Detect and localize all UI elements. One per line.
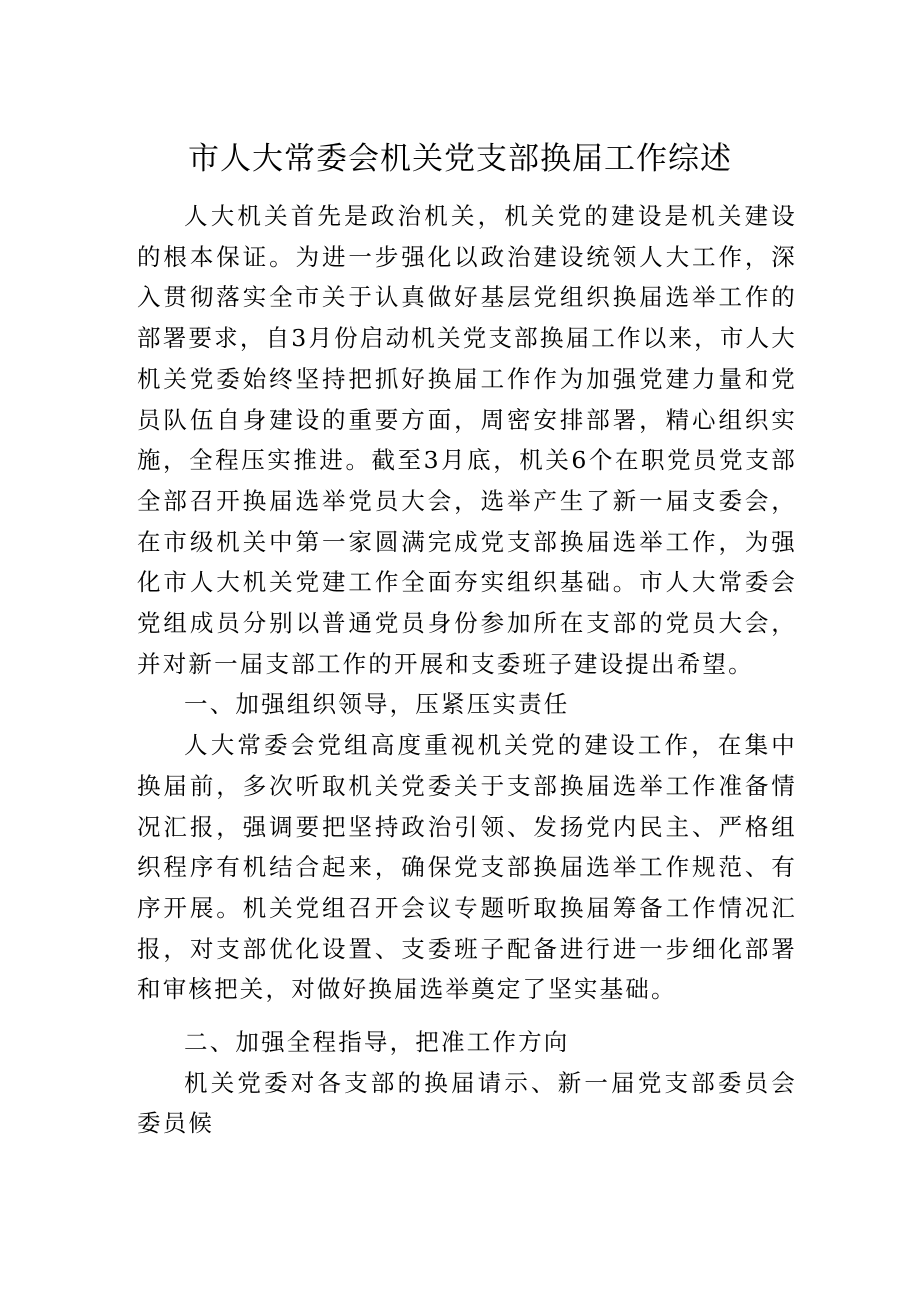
paragraph-section-1: 人大常委会党组高度重视机关党的建设工作，在集中换届前，多次听取机关党委关于支部换届选举工作准备情况汇报，强调要把坚持政治引领、发扬党内民主、严格组织程序有机结合起来，确保党支部换届选举工作规范、有序开展。机关党组召开会议专题听取换届筹备工作情况汇报，对支部优化设置、支委班子配备进行进一步细化部署和审核把关，对做好换届选举奠定了坚实基础。 — [137, 731, 797, 1004]
document-title: 市人大常委会机关党支部换届工作综述 — [188, 141, 732, 177]
section-heading-2: 二、加强全程指导，把准工作方向 — [184, 1028, 570, 1057]
paragraph-spacer — [137, 1010, 797, 1022]
section-heading-1: 一、加强组织领导，压紧压实责任 — [184, 690, 570, 719]
paragraph-intro: 人大机关首先是政治机关，机关党的建设是机关建设的根本保证。为进一步强化以政治建设统领人大工作，深入贯彻落实全市关于认真做好基层党组织换届选举工作的部署要求，自3月份启动机关党支部换届工作以来，市人大机关党委始终坚持把抓好换届工作作为加强党建力量和党员队伍自身建设的重要方面，周密安排部署，精心组织实施，全程压实推进。截至3月底，机关6个在职党员党支部全部召开换届选举党员大会，选举产生了新一届支委会，在市级机关中第一家圆满完成党支部换届选举工作，为强化市人大机关党建工作全面夯实组织基础。市人大常委会党组成员分别以普通党员身份参加所在支部的党员大会，并对新一届支部工作的开展和支委班子建设提出希望。 — [137, 202, 797, 678]
paragraph-section-2: 机关党委对各支部的换届请示、新一届党支部委员会委员候 — [137, 1068, 797, 1138]
document-body — [137, 196, 797, 1144]
